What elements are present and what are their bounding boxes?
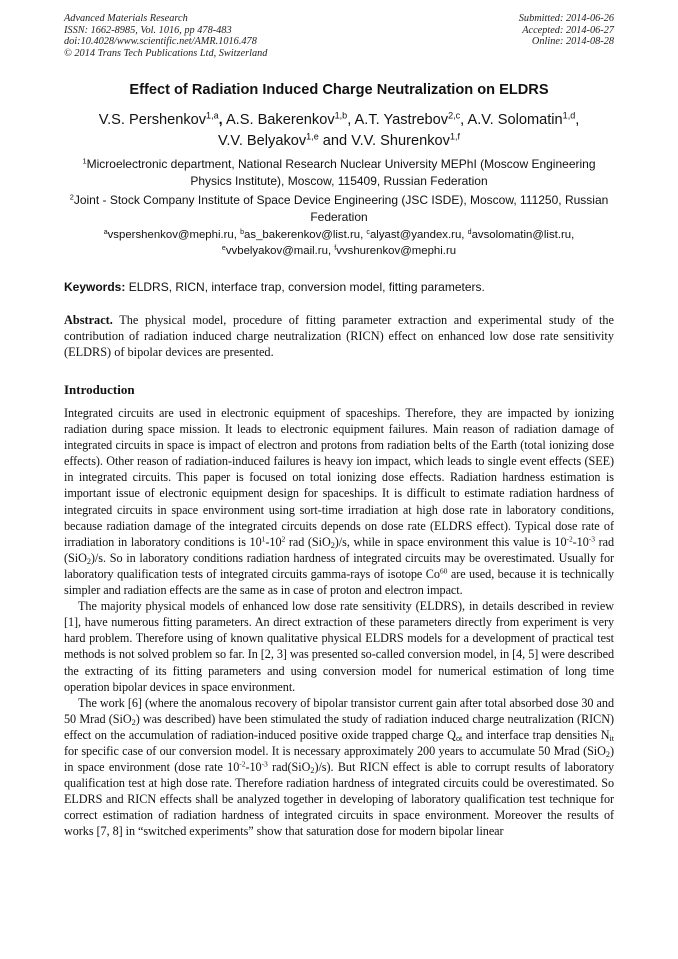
author-separator: , — [218, 112, 223, 128]
doi-line: doi:10.4028/www.scientific.net/AMR.1016.478 — [64, 36, 257, 48]
introduction-body — [64, 405, 614, 840]
journal-header — [64, 13, 267, 59]
affiliation — [64, 192, 614, 226]
paper-title: Effect of Radiation Induced Charge Neutralization on ELDRS — [129, 82, 549, 98]
author-separator: , — [460, 112, 465, 128]
email-mark: e — [221, 244, 226, 252]
email-link[interactable]: vvbelyakov@mail.ru — [225, 244, 328, 257]
paragraph: The majority physical models of enhanced low dose rate sensitivity (ELDRS), in details described in review [1], have numerous fitting parameters. An direct extraction of these parameters directly from experiment is very hard problem. Therefore using of known qualitative physical ELDRS models for a development of practical test methods is not solved problem so far. In [2, 3] was presented so-called conversion model, in [4, 5] were described the extracting of its fitting parameters and using conversion model for numerical estimation of long time operation bipolar devices in space environment. — [64, 599, 614, 694]
author-name: V.V. Shurenkov — [351, 132, 450, 149]
email-link[interactable]: as_bakerenkov@list.ru — [244, 229, 361, 241]
section-heading: Introduction — [64, 382, 135, 397]
author-separator: , — [575, 112, 580, 128]
author-list — [58, 110, 620, 151]
submitted-date: Submitted: 2014-06-26 — [518, 13, 614, 24]
affiliation-text: Joint - Stock Company Institute of Space Device Engineering (JSC ISDE), Moscow, 111250, Russian Federation — [73, 193, 609, 225]
author-name: V.V. Belyakov — [217, 132, 307, 149]
accepted-date: Accepted: 2014-06-27 — [522, 24, 614, 36]
author-affiliation-mark: 1,d — [562, 110, 576, 121]
issn-line: ISSN: 1662-8985, Vol. 1016, pp 478-483 — [64, 24, 232, 36]
email-mark: f — [334, 244, 337, 252]
author-affiliation-mark: 1,e — [306, 131, 319, 142]
email-link[interactable]: vspershenkov@mephi.ru — [107, 229, 234, 241]
author-name: A.S. Bakerenkov — [225, 112, 335, 128]
author-name: V.S. Pershenkov — [98, 112, 207, 128]
keywords — [64, 279, 614, 295]
email-link[interactable]: alyast@yandex.ru — [369, 229, 462, 241]
author-affiliation-mark: 1,b — [334, 110, 348, 121]
email-mark: a — [103, 228, 108, 236]
author-separator: and — [322, 132, 348, 149]
email-mark: d — [467, 228, 472, 236]
online-date: Online: 2014-08-28 — [531, 36, 614, 48]
affiliation-mark: 1 — [82, 156, 87, 166]
journal-name: Advanced Materials Research — [64, 13, 188, 24]
keywords-text: ELDRS, RICN, interface trap, conversion model, fitting parameters. — [128, 280, 485, 294]
email-mark: b — [240, 228, 245, 236]
abstract-label: Abstract. — [64, 313, 113, 327]
affiliation-mark: 2 — [69, 192, 74, 202]
email-mark: c — [366, 228, 370, 236]
author-affiliation-mark: 1,f — [449, 131, 461, 142]
affiliation — [64, 156, 614, 190]
author-name: A.V. Solomatin — [467, 112, 563, 128]
author-name: A.T. Yastrebov — [354, 112, 449, 128]
copyright-line: © 2014 Trans Tech Publications Ltd, Switzerland — [64, 47, 268, 59]
keywords-label: Keywords: — [64, 280, 126, 294]
paragraph: Integrated circuits are used in electronic equipment of spaceships. Therefore, they are impacted by ionizing radiation during space mission. It leads to electronic equipment failures. Main reason of radiation damage of integrated circuits in space is impact of electron and protons from radiation belts of the Earth (total ionizing dose effects). Other reason of radiation-induced failures is heavy ion impact, which leads to single event effects (SEE) in integrated circuits. This paper is focused on total ionizing dose effects. Radiation hardness estimation is important issue of electronic equipment design for spaceships. It is difficult to estimate radiation hardness of integrated circuits in space environment using sort-time irradiation at high dose rate in laboratory conditions, because radiation damage of the integrated circuits depends on dose rate (ELDRS effect). Typical dose rate of irradiation in laboratory conditions is $10^1-10^2$ rad (SiO$_2$)/s, while in space environment this value is $10^{-2}-10^{-3}$ rad (SiO$_2$)/s. So in laboratory conditions radiation hardness of integrated circuits may be overestimated. Usually for laboratory qualification tests of integrated circuits gamma-rays of isotope Co$^{60}$ are used, because it is technically simpler and radiation effects are the same as in case of proton and electron impact. — [64, 406, 614, 598]
affiliation-text: Microelectronic department, National Research Nuclear University MEPhI (Moscow Engineering Physics Institute), Moscow, 115409, Russian Federation — [86, 157, 596, 189]
email-list: $^a$vspershenkov@mephi.ru, $^b$as_bakerenkov@list.ru, $^c$alyast@yandex.ru, $^d$avsolomatin@list.ru, $^e$vvbelyakov@mail.ru, $^f$vvshurenkov@mephi.ru — [103, 228, 575, 257]
author-affiliation-mark: 1,a — [206, 110, 219, 121]
author-separator: , — [347, 112, 352, 128]
paragraph: The work [6] (where the anomalous recovery of bipolar transistor current gain after total absorbed dose 30 and 50 Mrad (SiO$_2$) was described) have been stimulated the study of radiation induced charge neutralization (RICN) effect on the accumulation of radiation-induced positive oxide trapped charge $Q_{ot}$ and interface trap densities $N_{it}$ for specific case of our conversion model. It is necessary approximately 200 years to accumulate 50 Mrad (SiO$_2$) in space environment (dose rate $10^{-2}-10^{-3}$ rad(SiO$_2$)/s). But RICN effect is able to corrupt results of laboratory qualification test at high dose rate. Therefore radiation hardness of integrated circuits could be overestimated. So ELDRS and RICN effects shall be analyzed together in developing of laboratory qualification test technique for correct estimation of radiation hardness of integrated circuits in space environment. Moreover the results of works [7, 8] in “switched experiments” show that saturation dose for modern bipolar linear — [64, 695, 615, 839]
dates-header — [519, 13, 614, 48]
abstract — [64, 312, 614, 361]
email-link[interactable]: avsolomatin@list.ru — [471, 229, 572, 241]
author-affiliation-mark: 2,c — [448, 110, 461, 121]
email-link[interactable]: vvshurenkov@mephi.ru — [336, 244, 457, 257]
abstract-text: The physical model, procedure of fitting parameter extraction and experimental study of the contribution of radiation induced charge neutralization (RICN) effect on enhanced low dose rate sensitivity (ELDRS) of bipolar devices are presented. — [64, 313, 614, 360]
